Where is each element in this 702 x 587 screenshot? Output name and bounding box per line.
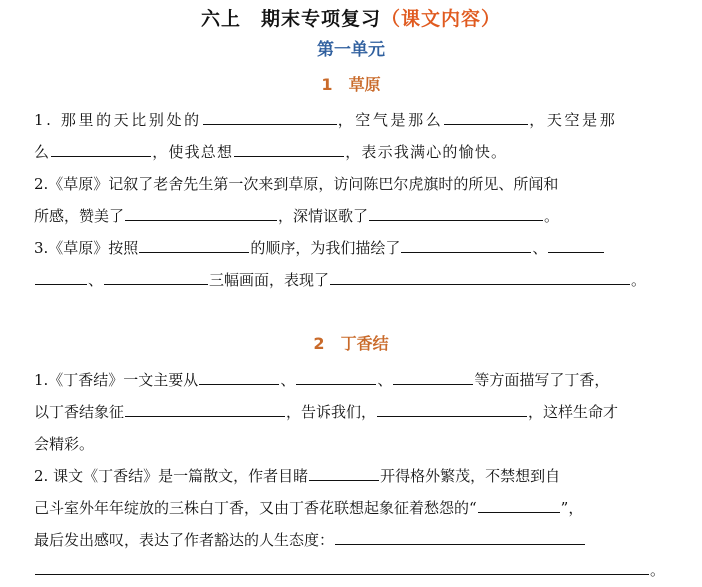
question-1-3-line-2 bbox=[34, 266, 646, 294]
answer-blank[interactable] bbox=[125, 202, 277, 221]
question-1-1-line-1 bbox=[34, 106, 617, 134]
question-text: ，天空是那 bbox=[529, 111, 618, 129]
question-text: 、 bbox=[377, 371, 393, 389]
answer-blank[interactable] bbox=[478, 494, 560, 513]
answer-blank[interactable] bbox=[401, 234, 531, 253]
question-text: 开得格外繁茂，不禁想到自 bbox=[380, 467, 561, 485]
question-text: 。 bbox=[650, 561, 666, 579]
question-text: 。 bbox=[631, 271, 647, 289]
question-text: 3.《草原》按照 bbox=[34, 239, 139, 257]
answer-blank[interactable] bbox=[330, 266, 630, 285]
question-2-1-line-3 bbox=[34, 430, 94, 458]
question-2-2-line-4 bbox=[34, 556, 665, 584]
answer-blank[interactable] bbox=[444, 106, 528, 125]
answer-blank[interactable] bbox=[296, 366, 376, 385]
question-2-2-line-3 bbox=[34, 526, 586, 554]
question-text: 1.《丁香结》一文主要从 bbox=[34, 371, 199, 389]
question-text: ，使我总想 bbox=[152, 143, 234, 161]
question-text: 的顺序，为我们描绘了 bbox=[250, 239, 401, 257]
lesson-number: 1 bbox=[321, 75, 333, 94]
question-text: 、 bbox=[88, 271, 104, 289]
page-title-main: 六上 期末专项复习 bbox=[200, 8, 381, 30]
lesson-number: 2 bbox=[313, 334, 325, 353]
question-2-2-line-2 bbox=[34, 494, 583, 522]
answer-blank[interactable] bbox=[309, 462, 379, 481]
answer-blank[interactable] bbox=[369, 202, 543, 221]
question-text: 最后发出感叹，表达了作者豁达的人生态度： bbox=[34, 531, 335, 549]
question-text: ”， bbox=[560, 499, 584, 517]
question-2-2-line-1 bbox=[34, 462, 560, 490]
lesson-heading-1 bbox=[0, 73, 702, 97]
unit-heading: 第一单元 bbox=[317, 40, 385, 60]
answer-blank[interactable] bbox=[393, 366, 473, 385]
question-text: 么 bbox=[34, 143, 51, 161]
question-text: ，深情讴歌了 bbox=[278, 207, 369, 225]
answer-blank[interactable] bbox=[377, 398, 527, 417]
question-text: 2.《草原》记叙了老舍先生第一次来到草原，访问陈巴尔虎旗时的所见、所闻和 bbox=[34, 175, 559, 193]
answer-blank[interactable] bbox=[51, 138, 151, 157]
question-text: 、 bbox=[532, 239, 548, 257]
question-1-1-line-2 bbox=[34, 138, 507, 166]
answer-blank[interactable] bbox=[234, 138, 344, 157]
question-1-2-line-2 bbox=[34, 202, 559, 230]
question-2-1-line-2 bbox=[34, 398, 618, 426]
question-1-3-line-1 bbox=[34, 234, 605, 262]
answer-blank[interactable] bbox=[335, 526, 585, 545]
question-text: 以丁香结象征 bbox=[34, 403, 125, 421]
lesson-name: 丁香结 bbox=[340, 334, 389, 353]
question-text: ，告诉我们， bbox=[286, 403, 377, 421]
answer-blank[interactable] bbox=[35, 556, 649, 575]
question-text: 三幅画面，表现了 bbox=[209, 271, 330, 289]
question-text: 1. 那里的天比别处的 bbox=[34, 111, 202, 129]
answer-blank[interactable] bbox=[203, 106, 337, 125]
question-text: 等方面描写了丁香， bbox=[474, 371, 610, 389]
question-text: 会精彩。 bbox=[34, 435, 95, 453]
question-text: 。 bbox=[544, 207, 560, 225]
question-text: 己斗室外年年绽放的三株白丁香，又由丁香花联想起象征着愁怨的“ bbox=[34, 499, 477, 517]
answer-blank[interactable] bbox=[548, 234, 604, 253]
page-title-accent: （课文内容） bbox=[381, 8, 502, 30]
question-1-2-line-1 bbox=[34, 170, 558, 198]
question-text: 所感，赞美了 bbox=[34, 207, 125, 225]
answer-blank[interactable] bbox=[104, 266, 208, 285]
answer-blank[interactable] bbox=[139, 234, 249, 253]
lesson-heading-2 bbox=[0, 332, 702, 356]
answer-blank[interactable] bbox=[125, 398, 285, 417]
answer-blank[interactable] bbox=[35, 266, 87, 285]
question-text: 2. 课文《丁香结》是一篇散文，作者目睹 bbox=[34, 467, 309, 485]
page-title bbox=[0, 6, 702, 32]
answer-blank[interactable] bbox=[199, 366, 279, 385]
question-text: ，这样生命才 bbox=[528, 403, 619, 421]
question-text: ，空气是那么 bbox=[337, 111, 444, 129]
question-2-1-line-1 bbox=[34, 366, 609, 394]
question-text: ，表示我满心的愉快。 bbox=[345, 143, 508, 161]
lesson-name: 草原 bbox=[348, 75, 381, 94]
question-text: 、 bbox=[280, 371, 296, 389]
